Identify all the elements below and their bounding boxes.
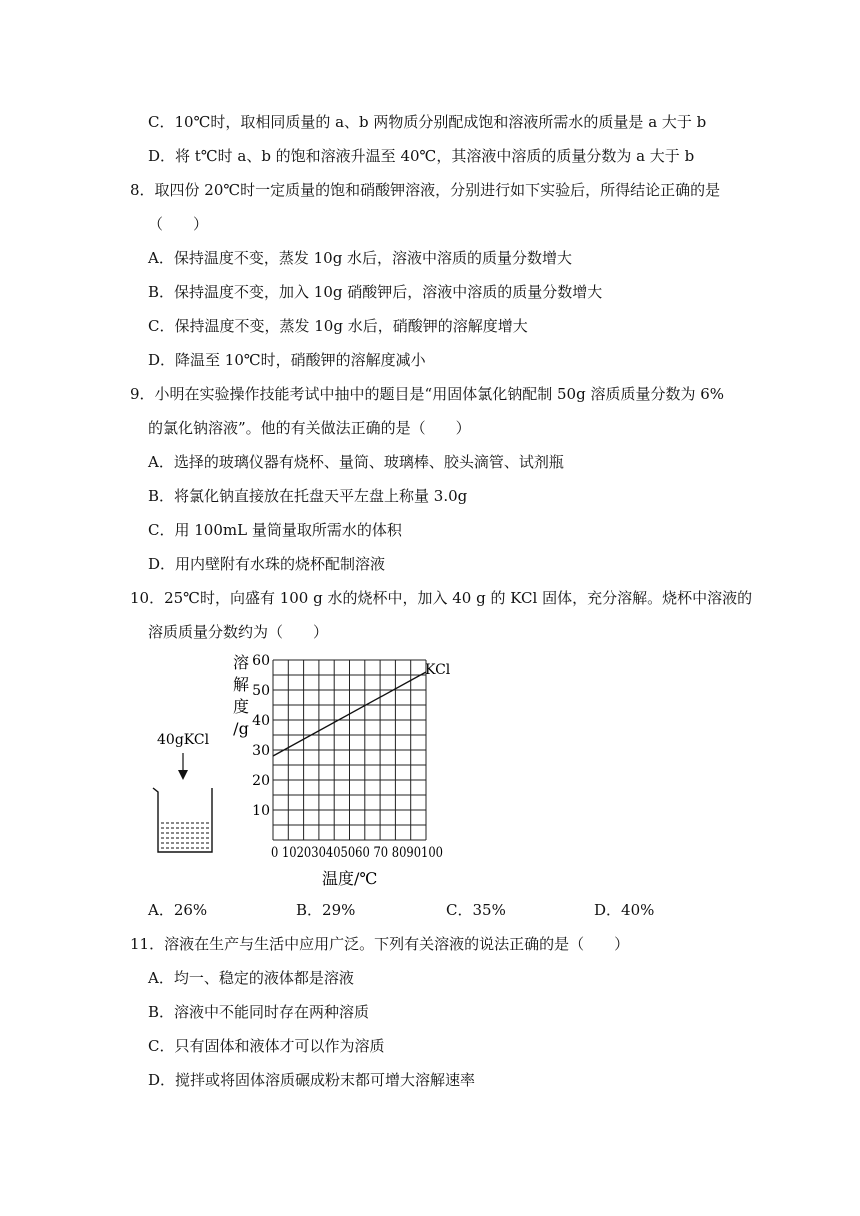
beaker-illustration — [150, 726, 220, 861]
series-label-kcl: KCl — [425, 662, 451, 678]
arrow-head-icon — [178, 770, 188, 780]
q9-stem-line2: 的氯化钠溶液”。他的有关做法正确的是（ ） — [148, 419, 471, 437]
chart-grid — [273, 660, 426, 840]
y-tick-label: 40 — [252, 713, 270, 729]
q8-option-c: C．保持温度不变，蒸发 10g 水后，硝酸钾的溶解度增大 — [148, 317, 528, 335]
q10-stem-line2: 溶质质量分数约为（ ） — [148, 623, 329, 641]
q11-stem: 11．溶液在生产与生活中应用广泛。下列有关溶液的说法正确的是（ ） — [130, 935, 630, 953]
y-axis-label — [233, 653, 249, 738]
beaker-label: 40gKCl — [157, 732, 210, 748]
solubility-chart — [225, 648, 465, 893]
q10-option-c: C．35% — [446, 901, 506, 919]
q10-option-b: B．29% — [296, 901, 356, 919]
y-axis-ticks — [252, 653, 270, 819]
q9-option-a: A．选择的玻璃仪器有烧杯、量筒、玻璃棒、胶头滴管、试剂瓶 — [148, 453, 564, 471]
y-tick-label: 60 — [252, 653, 270, 669]
q8-option-d: D．降温至 10℃时，硝酸钾的溶解度减小 — [148, 351, 426, 369]
q8-option-b: B．保持温度不变，加入 10g 硝酸钾后，溶液中溶质的质量分数增大 — [148, 283, 603, 301]
q8-option-a: A．保持温度不变，蒸发 10g 水后，溶液中溶质的质量分数增大 — [148, 249, 573, 267]
q9-stem: 9．小明在实验操作技能考试中抽中的题目是“用固体氯化钠配制 50g 溶质质量分数为 6% — [130, 385, 725, 403]
y-axis-label-char: 解 — [232, 675, 250, 694]
x-axis-label: 温度/℃ — [322, 869, 378, 888]
q7-option-d: D．将 t℃时 a、b 的饱和溶液升温至 40℃，其溶液中溶质的质量分数为 a 大于 b — [148, 147, 695, 165]
y-tick-label: 30 — [252, 743, 270, 759]
x-axis-tick-labels: 0 102030405060 70 8090100 — [271, 845, 443, 861]
q11-option-d: D．搅拌或将固体溶质碾成粉末都可增大溶解速率 — [148, 1071, 476, 1089]
q9-option-c: C．用 100mL 量筒量取所需水的体积 — [148, 521, 402, 539]
q9-option-d: D．用内壁附有水珠的烧杯配制溶液 — [148, 555, 386, 573]
y-tick-label: 20 — [252, 773, 270, 789]
q9-option-b: B．将氯化钠直接放在托盘天平左盘上称量 3.0g — [148, 487, 468, 505]
y-axis-label-char: /g — [233, 719, 249, 738]
chart-series — [273, 662, 451, 756]
q11-option-a: A．均一、稳定的液体都是溶液 — [148, 969, 354, 987]
y-tick-label: 10 — [252, 803, 270, 819]
q7-option-c: C．10℃时，取相同质量的 a、b 两物质分别配成饱和溶液所需水的质量是 a 大于 b — [148, 113, 707, 131]
q10-stem: 10．25℃时，向盛有 100 g 水的烧杯中，加入 40 g 的 KCl 固体，充分溶解。烧杯中溶液的 — [130, 589, 753, 607]
q10-option-d: D．40% — [594, 901, 655, 919]
q8-blank: （ ） — [148, 215, 209, 233]
q8-stem: 8．取四份 20℃时一定质量的饱和硝酸钾溶液，分别进行如下实验后，所得结论正确的是 — [130, 181, 721, 199]
q10-option-a: A．26% — [148, 901, 208, 919]
y-axis-label-char: 溶 — [232, 653, 250, 672]
beaker-icon — [153, 788, 212, 852]
y-axis-label-char: 度 — [232, 697, 250, 716]
y-tick-label: 50 — [252, 683, 270, 699]
q11-option-c: C．只有固体和液体才可以作为溶质 — [148, 1037, 385, 1055]
q11-option-b: B．溶液中不能同时存在两种溶质 — [148, 1003, 370, 1021]
